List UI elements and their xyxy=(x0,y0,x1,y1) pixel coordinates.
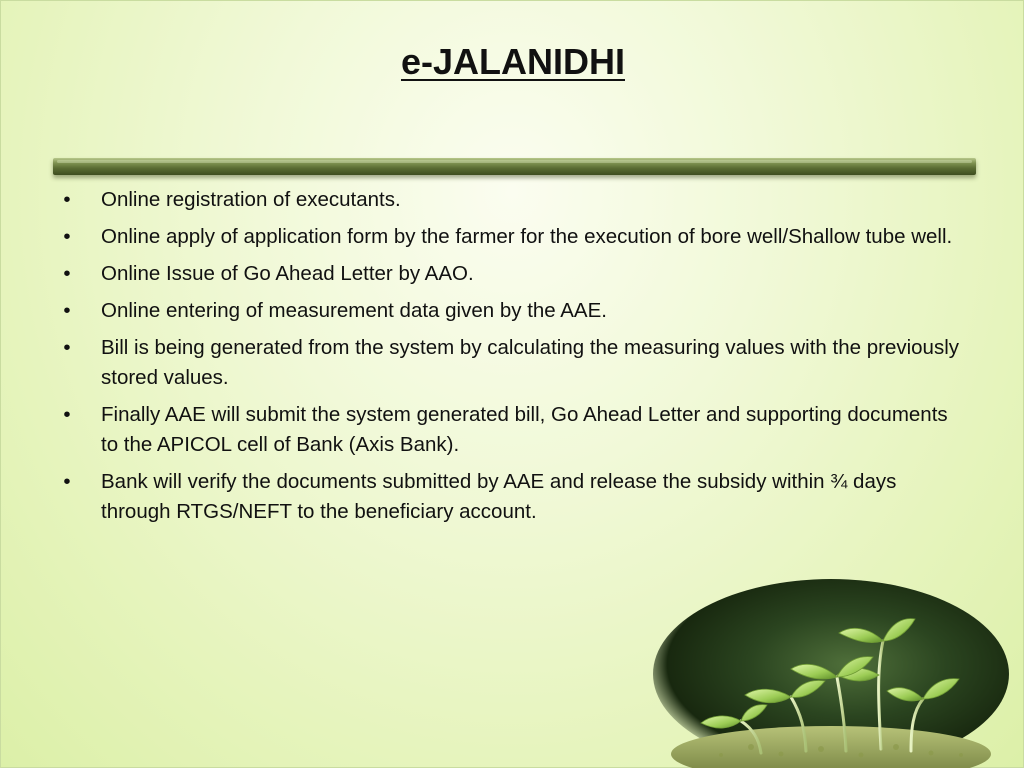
bullet-item xyxy=(1,259,1011,289)
bullet-marker: • xyxy=(63,262,71,285)
bullet-text: Online Issue of Go Ahead Letter by AAO. xyxy=(101,262,474,285)
bullet-marker: • xyxy=(63,188,71,211)
bullet-text: Finally AAE will submit the system generated bill, Go Ahead Letter and supporting documents to the APICOL cell of Bank (Axis Bank). xyxy=(101,403,948,456)
bullet-list xyxy=(1,185,1024,534)
bullet-text: Online apply of application form by the farmer for the execution of bore well/Shallow tube well. xyxy=(101,225,953,248)
bullet-text: Online registration of executants. xyxy=(101,188,401,211)
seedling-icon xyxy=(641,579,1011,768)
title-divider-bar xyxy=(53,158,976,175)
bullet-marker: • xyxy=(63,299,71,322)
bullet-text: Bank will verify the documents submitted by AAE and release the subsidy within ¾ days through RTGS/NEFT to the beneficiary account. xyxy=(101,470,897,523)
bullet-item xyxy=(1,333,1011,393)
bullet-item xyxy=(1,185,1011,215)
bullet-item xyxy=(1,400,1011,460)
slide-title: e-JALANIDHI xyxy=(400,41,625,82)
bullet-text: Bill is being generated from the system by calculating the measuring values with the previously stored values. xyxy=(101,336,960,389)
bullet-text: Online entering of measurement data given by the AAE. xyxy=(101,299,607,322)
bullet-item xyxy=(1,467,1011,527)
bullet-marker: • xyxy=(63,225,71,248)
bullet-item xyxy=(1,222,1011,252)
bullet-marker: • xyxy=(63,403,71,426)
bullet-item xyxy=(1,296,1011,326)
bullet-marker: • xyxy=(63,470,71,493)
bullet-marker: • xyxy=(63,336,71,359)
